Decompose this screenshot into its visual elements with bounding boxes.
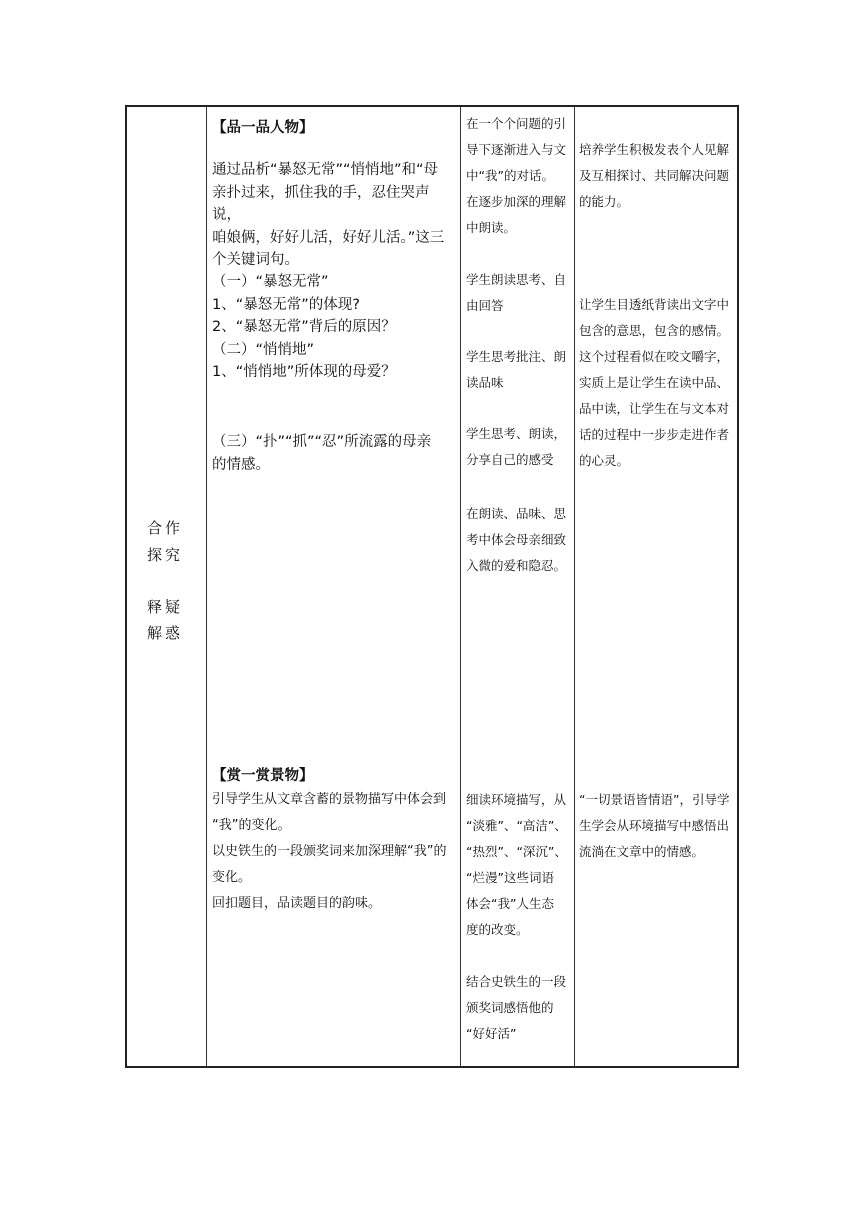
student-activity-text: 学生朗读思考、自 由回答 [466, 272, 567, 313]
section-scenery-text: 引导学生从文章含蓄的景物描写中体会到 “我”的变化。 以史铁生的一段颁奖词来加深理解“我”的 变化。 回扣题目，品读题目的韵味。 [212, 792, 447, 911]
student-activity-text: 在朗读、品味、思 考中体会母亲细致 入微的爱和隐忍。 [466, 506, 567, 573]
student-activity-text: 学生思考、朗读， 分享自己的感受 [466, 426, 567, 467]
stage-label-line: 解惑 [147, 624, 184, 642]
student-activity-text: 在一个个问题的引 导下逐渐进入与文 中“我”的对话。 在逐步加深的理解 中朗读。 [466, 116, 567, 235]
section-question-item: （三）“扑”“抓”“忍”所流露的母亲 的情感。 [212, 434, 432, 473]
student-activity-text: 学生思考批注、朗 读品味 [466, 349, 567, 390]
student-activity-text: 结合史铁生的一段 颁奖词感悟他的 “好好活” [466, 974, 567, 1041]
stage-label-line: 合作 [147, 519, 184, 537]
design-intent-cell [574, 107, 739, 1066]
section-heading-scenery: 【赏一赏景物】 [212, 768, 314, 784]
student-activity-text: 细读环境描写，从 “淡雅”、“高洁”、 “热烈”、“深沉”、 “烂漫”这些词语 体会“我”人生态 度的改变。 [466, 792, 567, 937]
design-intent-text: 培养学生积极发表个人见解 及互相探讨、共同解决问题 的能力。 [579, 142, 730, 209]
student-activity-cell [460, 107, 574, 1066]
stage-label-line: 探究 [147, 546, 184, 564]
stage-label-line: 释疑 [147, 598, 184, 616]
section-intro-text: 通过品析“暴怒无常”“悄悄地”和“母 亲扑过来，抓住我的手，忍住哭声说， 咱娘俩，好好儿活，好好儿活。”这三 个关键词句。 [212, 162, 445, 268]
design-intent-text: 让学生目透纸背读出文字中 包含的意思，包含的感情。 这个过程看似在咬文嚼字， 实质上是让学生在读中品、 品中读，让学生在与文本对 话的过程中一步步走进作者 的心灵。 [579, 297, 730, 468]
lesson-plan-table [125, 105, 739, 1068]
section-question-list: （一）“暴怒无常” 1、“暴怒无常”的体现? 2、“暴怒无常”背后的原因？ （二）“悄悄地” 1、“悄悄地”所体现的母爱？ [212, 274, 396, 380]
content-cell [206, 107, 460, 1066]
section-heading-characters: 【品一品人物】 [212, 120, 314, 136]
stage-cell [127, 107, 206, 1066]
design-intent-text: “一切景语皆情语”，引导学 生学会从环境描写中感悟出 流淌在文章中的情感。 [579, 792, 730, 859]
